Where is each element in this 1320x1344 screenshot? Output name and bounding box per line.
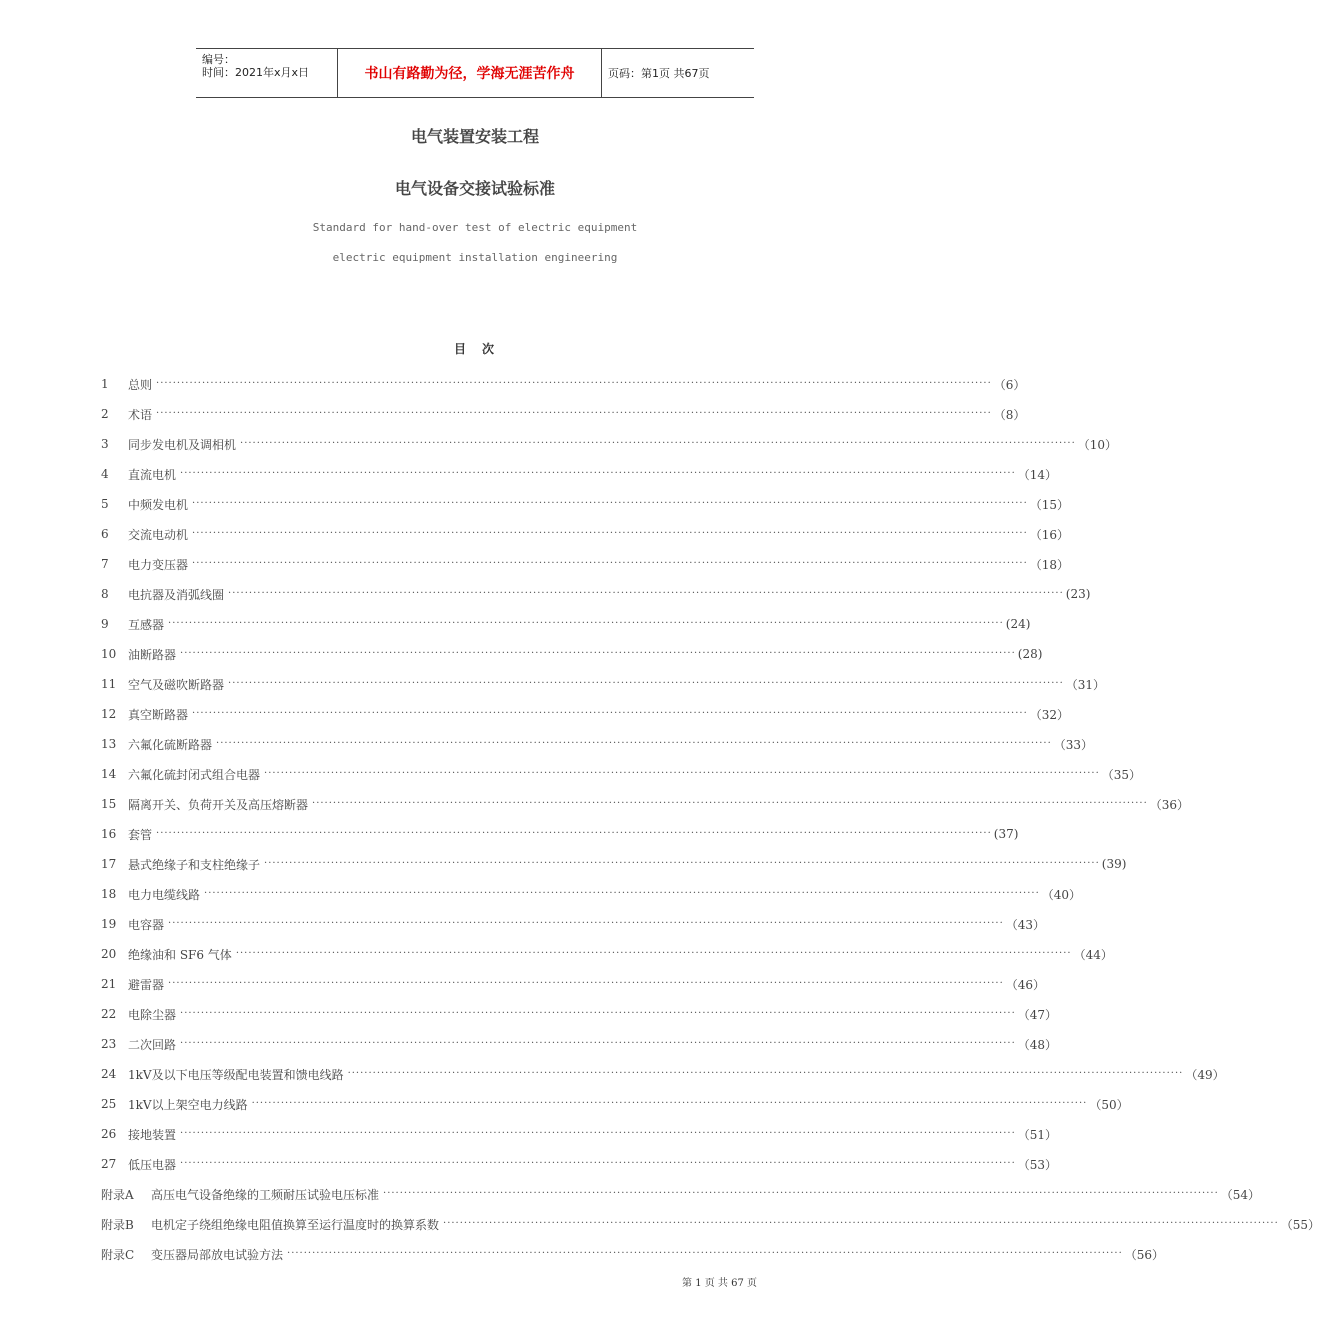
header-motto: 书山有路勤为径，学海无涯苦作舟: [338, 49, 602, 97]
toc-row[interactable]: [101, 369, 1026, 399]
toc-dot-leader: ········································································································································································································: [180, 1008, 1016, 1019]
toc-entry-page: （31）: [1065, 677, 1106, 692]
toc-entry-page: （46）: [1005, 977, 1046, 992]
toc-dot-leader: ········································································································································································································: [156, 828, 992, 839]
toc-entry-page: （35）: [1101, 767, 1142, 782]
toc-entry-page: （54）: [1220, 1187, 1261, 1202]
toc-entry-page: （33）: [1053, 737, 1094, 752]
toc-entry-number: 7: [101, 557, 109, 571]
toc-entry-number: 24: [101, 1067, 117, 1081]
toc-row[interactable]: [101, 639, 1043, 669]
header-meta-cell: [196, 49, 338, 97]
toc-entry-number: 2: [101, 407, 109, 421]
toc-entry-number: 27: [101, 1157, 117, 1171]
toc-entry-label: 空气及磁吹断路器: [128, 677, 225, 692]
toc-entry-number: 22: [101, 1007, 117, 1021]
toc-entry-label: 隔离开关、负荷开关及高压熔断器: [128, 797, 309, 812]
toc-entry-label: 总则: [128, 377, 153, 392]
toc-entry-number: 6: [101, 527, 109, 541]
sub-title: 电气设备交接试验标准: [394, 179, 555, 198]
toc-dot-leader: ········································································································································································································: [240, 438, 1076, 449]
toc-row[interactable]: [101, 999, 1058, 1029]
toc-row[interactable]: [101, 399, 1026, 429]
toc-entry-label: 六氟化硫封闭式组合电器: [128, 767, 261, 782]
header-page-info: 页码：第1页 共67页: [608, 67, 710, 80]
toc-entry-label: 术语: [128, 407, 153, 422]
toc-entry-label: 绝缘油和 SF6 气体: [128, 947, 232, 962]
toc-entry-number: 9: [101, 617, 109, 631]
toc-row[interactable]: [101, 909, 1046, 939]
toc-entry-page: （18）: [1029, 557, 1070, 572]
toc-entry-number: 附录C: [101, 1247, 135, 1262]
toc-dot-leader: ········································································································································································································: [192, 708, 1028, 719]
toc-entry-label: 直流电机: [128, 467, 177, 482]
toc-entry-page: (23): [1065, 587, 1091, 601]
toc-row[interactable]: [101, 519, 1070, 549]
toc-row[interactable]: [101, 609, 1031, 639]
toc-entry-page: （56）: [1124, 1247, 1165, 1262]
toc-entry-number: 20: [101, 947, 117, 961]
toc-entry-number: 附录A: [101, 1187, 134, 1202]
toc-entry-label: 低压电器: [128, 1157, 177, 1172]
toc-dot-leader: ········································································································································································································: [204, 888, 1040, 899]
toc-entry-label: 电容器: [128, 917, 165, 932]
toc-row[interactable]: [101, 819, 1019, 849]
toc-entry-label: 交流电动机: [128, 527, 189, 542]
toc-row[interactable]: [101, 579, 1091, 609]
toc-entry-page: (28): [1017, 647, 1043, 661]
toc-row[interactable]: [101, 1119, 1058, 1149]
toc-entry-number: 25: [101, 1097, 117, 1111]
toc-entry-number: 21: [101, 977, 117, 991]
toc-entry-page: （47）: [1017, 1007, 1058, 1022]
toc-entry-number: 8: [101, 587, 109, 601]
toc-entry-label: 高压电气设备绝缘的工频耐压试验电压标准: [151, 1187, 380, 1202]
toc-entry-page: （15）: [1029, 497, 1070, 512]
toc-row[interactable]: [101, 429, 1118, 459]
toc-entry-number: 23: [101, 1037, 117, 1051]
toc-row[interactable]: [101, 969, 1046, 999]
toc-row[interactable]: [101, 699, 1070, 729]
toc-entry-number: 3: [101, 437, 109, 451]
toc-dot-leader: ········································································································································································································: [192, 528, 1028, 539]
toc-dot-leader: ········································································································································································································: [216, 738, 1052, 749]
toc-row[interactable]: [101, 849, 1127, 879]
toc-entry-label: 1kV以上架空电力线路: [128, 1097, 248, 1112]
english-title-line2: electric equipment installation engineering: [332, 251, 618, 264]
toc-entry-number: 18: [101, 887, 117, 901]
toc-entry-page: (37): [993, 827, 1019, 841]
toc-entry-label: 1kV及以下电压等级配电装置和馈电线路: [128, 1067, 344, 1082]
toc-entry-label: 油断路器: [128, 647, 177, 662]
toc-entry-page: (39): [1101, 857, 1127, 871]
toc-entry-label: 悬式绝缘子和支柱绝缘子: [128, 857, 261, 872]
toc-appendix-row[interactable]: [101, 1239, 1165, 1269]
toc-entry-label: 二次回路: [128, 1037, 177, 1052]
toc-entry-label: 避雷器: [128, 977, 165, 992]
toc-dot-leader: ········································································································································································································: [180, 648, 1016, 659]
toc-dot-leader: ········································································································································································································: [228, 678, 1064, 689]
toc-dot-leader: ········································································································································································································: [156, 378, 992, 389]
toc-dot-leader: ········································································································································································································: [383, 1188, 1219, 1199]
toc-entry-label: 互感器: [128, 617, 165, 632]
header-time-label: 时间：2021年x月x日: [202, 66, 310, 79]
toc-entry-label: 同步发电机及调相机: [128, 437, 237, 452]
english-title-line1: Standard for hand-over test of electric equipment: [312, 221, 638, 234]
toc-entry-page: （16）: [1029, 527, 1070, 542]
toc-entry-number: 10: [101, 647, 117, 661]
toc-entry-number: 11: [101, 677, 117, 691]
toc-entry-label: 六氟化硫断路器: [128, 737, 213, 752]
toc-appendix-row[interactable]: [101, 1179, 1261, 1209]
document-header-table: [196, 48, 754, 98]
toc-row[interactable]: [101, 549, 1070, 579]
toc-appendix-row[interactable]: [101, 1209, 1320, 1239]
toc-dot-leader: ········································································································································································································: [235, 948, 1072, 959]
toc-dot-leader: ········································································································································································································: [228, 588, 1064, 599]
toc-dot-leader: ········································································································································································································: [156, 408, 992, 419]
toc-entry-page: （8）: [993, 407, 1026, 422]
toc-dot-leader: ········································································································································································································: [287, 1248, 1123, 1259]
toc-entry-page: （55）: [1280, 1217, 1320, 1232]
toc-dot-leader: ········································································································································································································: [264, 768, 1100, 779]
toc-entry-number: 14: [101, 767, 117, 781]
toc-entry-page: （40）: [1041, 887, 1082, 902]
toc-entry-page: （49）: [1185, 1067, 1225, 1082]
toc-entry-number: 15: [101, 797, 117, 811]
toc-dot-leader: ········································································································································································································: [180, 1038, 1016, 1049]
toc-entry-number: 16: [101, 827, 117, 841]
toc-entry-number: 5: [101, 497, 109, 511]
toc-dot-leader: ········································································································································································································: [180, 1128, 1016, 1139]
toc-entry-label: 电抗器及消弧线圈: [128, 587, 225, 602]
toc-dot-leader: ········································································································································································································: [180, 1158, 1016, 1169]
toc-entry-page: （53）: [1017, 1157, 1058, 1172]
toc-row[interactable]: [101, 789, 1190, 819]
toc-dot-leader: ········································································································································································································: [168, 918, 1004, 929]
toc-dot-leader: ········································································································································································································: [192, 558, 1028, 569]
toc-dot-leader: ········································································································································································································: [347, 1068, 1184, 1079]
toc-dot-leader: ········································································································································································································: [168, 618, 1004, 629]
toc-dot-leader: ········································································································································································································: [264, 858, 1100, 869]
toc-entry-page: (24): [1005, 617, 1031, 631]
toc-entry-number: 12: [101, 707, 117, 721]
toc-entry-label: 变压器局部放电试验方法: [151, 1247, 284, 1262]
header-number-label: 编号：: [202, 53, 235, 66]
toc-entry-number: 26: [101, 1127, 117, 1141]
toc-row[interactable]: [101, 879, 1082, 909]
toc-entry-page: （43）: [1005, 917, 1046, 932]
toc-row[interactable]: [101, 669, 1106, 699]
toc-row[interactable]: [101, 459, 1058, 489]
toc-row[interactable]: [101, 1029, 1058, 1059]
toc-entry-label: 电力电缆线路: [128, 887, 201, 902]
toc-dot-leader: ········································································································································································································: [443, 1218, 1279, 1229]
toc-dot-leader: ········································································································································································································: [312, 798, 1148, 809]
toc-entry-number: 17: [101, 857, 117, 871]
toc-row[interactable]: [101, 489, 1070, 519]
toc-entry-page: （44）: [1073, 947, 1113, 962]
toc-entry-number: 1: [101, 377, 109, 391]
main-title: 电气装置安装工程: [410, 127, 539, 146]
toc-entry-page: （14）: [1017, 467, 1058, 482]
toc-dot-leader: ········································································································································································································: [192, 498, 1028, 509]
toc-entry-label: 电力变压器: [128, 557, 189, 572]
toc-entry-label: 套管: [128, 827, 153, 842]
toc-dot-leader: ········································································································································································································: [168, 978, 1004, 989]
toc-entry-number: 19: [101, 917, 117, 931]
toc-entry-label: 电除尘器: [128, 1007, 177, 1022]
toc-entry-label: 电机定子绕组绝缘电阻值换算至运行温度时的换算系数: [151, 1217, 440, 1232]
toc-entry-page: （50）: [1089, 1097, 1129, 1112]
toc-row[interactable]: [101, 1089, 1129, 1119]
toc-entry-label: 中频发电机: [128, 497, 189, 512]
toc-entry-page: （10）: [1077, 437, 1118, 452]
toc-entry-label: 接地装置: [128, 1127, 177, 1142]
toc-row[interactable]: [101, 729, 1094, 759]
toc-entry-page: （32）: [1029, 707, 1070, 722]
toc-dot-leader: ········································································································································································································: [251, 1098, 1088, 1109]
toc-entry-page: （36）: [1149, 797, 1190, 812]
toc-row[interactable]: [101, 1059, 1225, 1089]
toc-row[interactable]: [101, 939, 1113, 969]
toc-heading: 目次: [454, 342, 511, 356]
toc-entry-page: （6）: [993, 377, 1026, 392]
toc-entry-number: 13: [101, 737, 117, 751]
toc-entry-number: 4: [101, 467, 109, 481]
table-of-contents: [101, 369, 1320, 1269]
toc-entry-page: （51）: [1017, 1127, 1058, 1142]
toc-entry-number: 附录B: [101, 1217, 134, 1232]
page-footer: 第 1 页 共 67 页: [682, 1278, 757, 1289]
toc-row[interactable]: [101, 1149, 1058, 1179]
toc-row[interactable]: [101, 759, 1142, 789]
toc-entry-page: （48）: [1017, 1037, 1058, 1052]
toc-entry-label: 真空断路器: [128, 707, 189, 722]
toc-dot-leader: ········································································································································································································: [180, 468, 1016, 479]
